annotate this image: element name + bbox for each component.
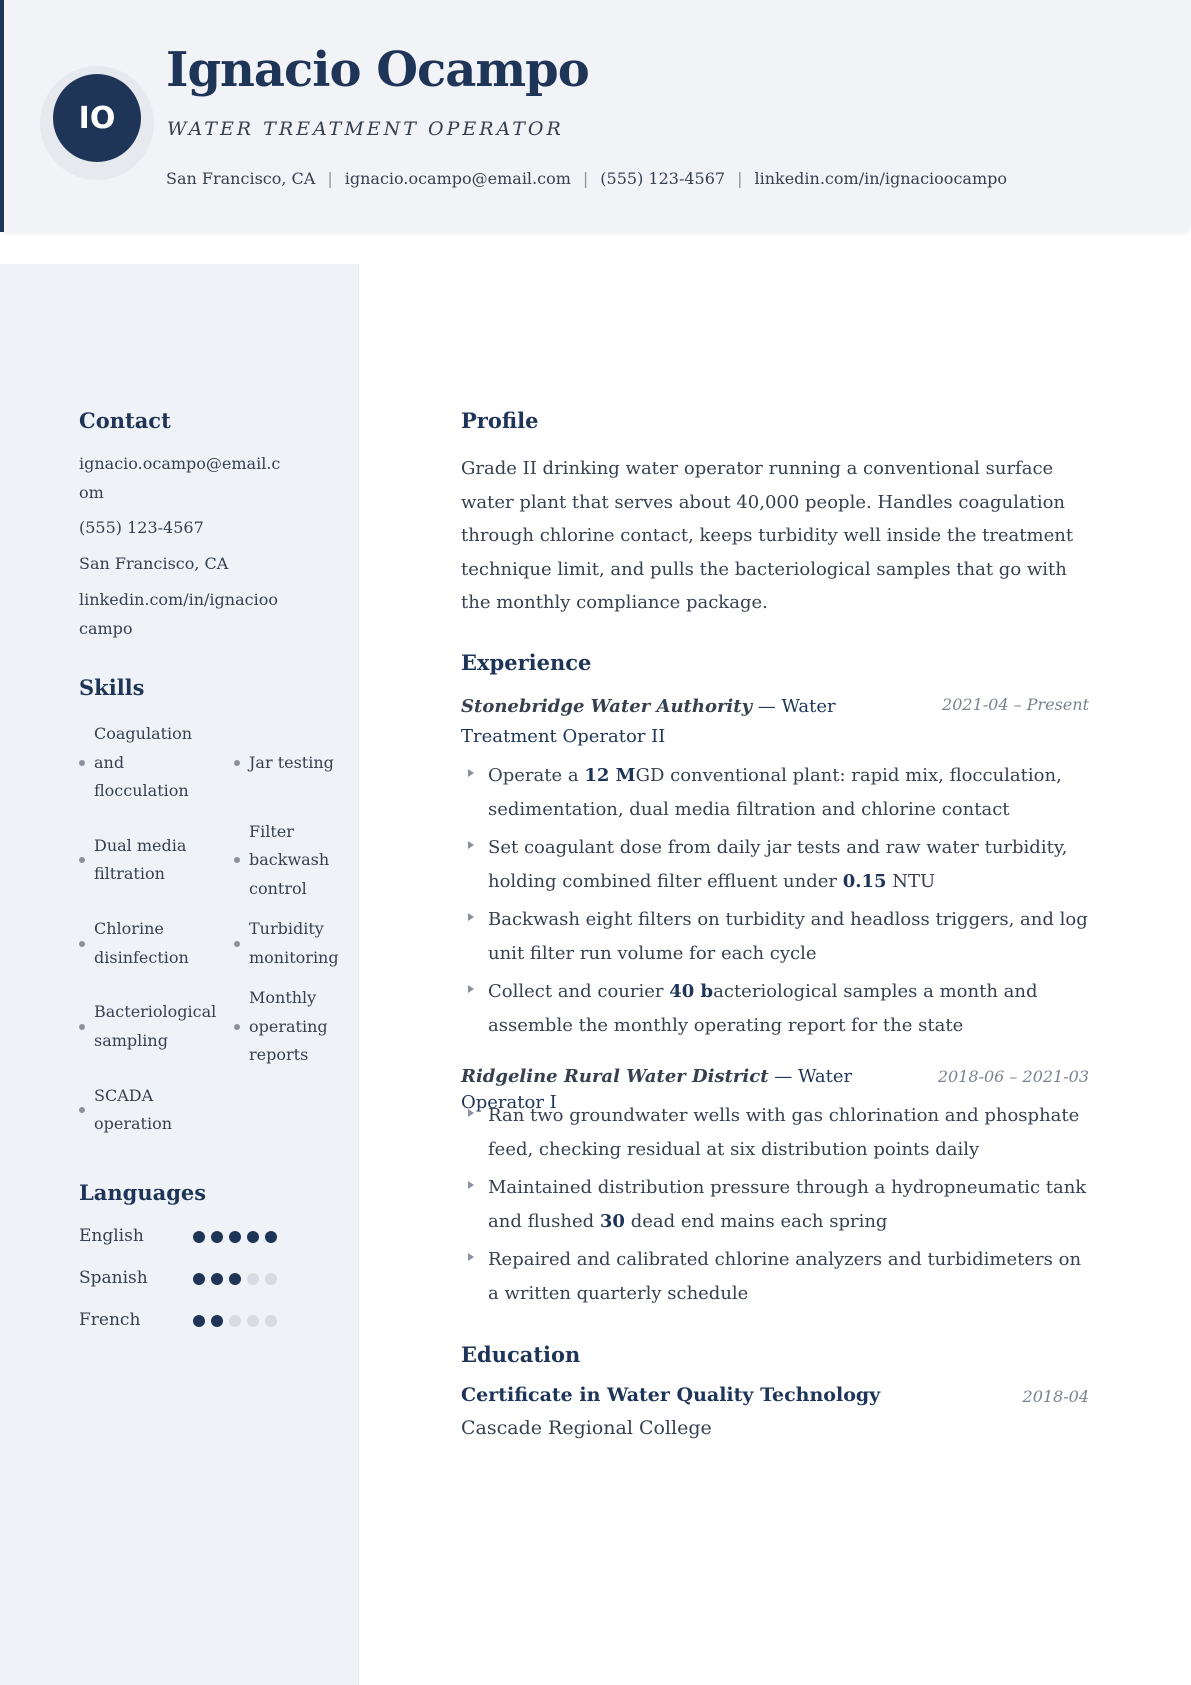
- language-level-dots: [193, 1315, 283, 1327]
- bullet-text: acteriological samples a month and assemble the monthly operating report for the state: [488, 981, 1038, 1036]
- skill-item: Coagulation and flocculation: [79, 720, 204, 806]
- bullet-highlight: 30: [599, 1210, 625, 1232]
- skills-list: [79, 720, 349, 1151]
- languages-heading: Languages: [79, 1180, 207, 1205]
- skills-heading: Skills: [79, 675, 145, 700]
- education-date: 2018-04: [1022, 1387, 1089, 1406]
- job-header: [461, 692, 1089, 752]
- bullet-text: dead end mains each spring: [624, 1210, 888, 1232]
- level-dot-filled: [211, 1315, 223, 1327]
- job-dash: —: [752, 696, 782, 717]
- job-role: Water Operator I: [461, 1066, 853, 1113]
- job-dash: —: [768, 1066, 798, 1087]
- header-accent-bar: [0, 0, 4, 232]
- skill-item: Jar testing: [234, 720, 344, 806]
- job-title: WATER TREATMENT OPERATOR: [167, 118, 564, 140]
- job-bullet: [461, 903, 1089, 970]
- skill-item: Chlorine disinfection: [79, 915, 204, 972]
- job-organization: Ridgeline Rural Water District: [461, 1066, 769, 1087]
- bullet-text: NTU: [886, 870, 936, 892]
- bullet-text: Repaired and calibrated chlorine analyzers and turbidimeters on a written quarterly schedule: [488, 1249, 1082, 1304]
- header-contact-line: [166, 169, 1007, 188]
- header-email-link[interactable]: ignacio.ocampo@email.com: [344, 169, 571, 188]
- job-bullet: [461, 831, 1089, 898]
- level-dot-filled: [193, 1315, 205, 1327]
- contact-heading: Contact: [79, 408, 171, 433]
- skill-item: Turbidity monitoring: [234, 915, 344, 972]
- candidate-name: Ignacio Ocampo: [166, 42, 589, 98]
- experience-heading: Experience: [461, 650, 592, 675]
- job-bullets: [461, 1099, 1089, 1315]
- education-heading: Education: [461, 1342, 581, 1367]
- job-dates: 2021-04 – Present: [942, 695, 1089, 714]
- level-dot-filled: [247, 1231, 259, 1243]
- language-name: English: [79, 1226, 144, 1246]
- sidebar-linkedin[interactable]: linkedin.com/in/ignacioocampo: [79, 590, 278, 638]
- profile-heading: Profile: [461, 408, 539, 433]
- separator: |: [737, 169, 743, 188]
- bullet-text: Set coagulant dose from daily jar tests and raw water turbidity, holding combined filter effluent under: [488, 837, 1068, 892]
- level-dot-empty: [247, 1273, 259, 1285]
- bullet-text: Operate a: [488, 765, 585, 786]
- level-dot-filled: [229, 1273, 241, 1285]
- skill-item: Monthly operating reports: [234, 984, 334, 1070]
- bullet-highlight: 40 b: [669, 981, 714, 1002]
- bullet-text: Backwash eight filters on turbidity and headloss triggers, and log unit filter run volume for each cycle: [488, 909, 1088, 964]
- avatar: IO: [53, 74, 141, 162]
- job-organization: Stonebridge Water Authority: [461, 696, 753, 717]
- bullet-text: Maintained distribution pressure through a hydropneumatic tank and flushed: [488, 1177, 1087, 1232]
- education-school: Cascade Regional College: [461, 1417, 712, 1439]
- language-name: Spanish: [79, 1268, 148, 1288]
- sidebar-location: San Francisco, CA: [79, 554, 229, 573]
- profile-summary: Grade II drinking water operator running a conventional surface water plant that serves about 40,000 people. Handles coagulation through chlorine contact, keeps turbidity well inside the treatment technique limit, and pulls the bacteriological samples that go with the monthly compliance package.: [461, 458, 1074, 614]
- bullet-text: Ran two groundwater wells with gas chlorination and phosphate feed, checking residual at six distribution points daily: [488, 1105, 1080, 1160]
- sidebar-phone[interactable]: (555) 123-4567: [79, 518, 204, 537]
- header-phone[interactable]: (555) 123-4567: [600, 169, 726, 188]
- bullet-text: Collect and courier: [488, 981, 670, 1002]
- header-linkedin-link[interactable]: linkedin.com/in/ignacioocampo: [754, 169, 1007, 188]
- bullet-highlight: 0.15: [842, 870, 887, 892]
- education-degree: Certificate in Water Quality Technology: [461, 1384, 881, 1406]
- skill-item: Filter backwash control: [234, 818, 319, 904]
- level-dot-empty: [265, 1315, 277, 1327]
- sidebar-email[interactable]: ignacio.ocampo@email.com: [79, 454, 281, 502]
- job-bullet: [461, 975, 1089, 1042]
- job-bullets: [461, 759, 1089, 1047]
- job-bullet: [461, 1099, 1089, 1166]
- level-dot-filled: [229, 1231, 241, 1243]
- skill-item: Dual media filtration: [79, 818, 204, 904]
- job-dates: 2018-06 – 2021-03: [937, 1067, 1089, 1086]
- separator: |: [582, 169, 589, 188]
- bullet-highlight: 12 M: [584, 765, 636, 786]
- job-role: Water Treatment Operator II: [461, 696, 836, 747]
- language-row: [79, 1268, 299, 1290]
- language-row: [79, 1226, 299, 1248]
- level-dot-filled: [265, 1231, 277, 1243]
- language-level-dots: [193, 1231, 283, 1243]
- language-name: French: [79, 1310, 141, 1330]
- resume-header: [0, 0, 1191, 232]
- level-dot-filled: [193, 1231, 205, 1243]
- job-bullet: [461, 1171, 1089, 1238]
- skill-item: Bacteriological sampling: [79, 984, 219, 1070]
- level-dot-filled: [211, 1273, 223, 1285]
- job-bullet: [461, 1243, 1089, 1310]
- level-dot-filled: [211, 1231, 223, 1243]
- separator: |: [327, 169, 333, 188]
- header-location: San Francisco, CA: [166, 169, 316, 188]
- bullet-text: GD conventional plant: rapid mix, flocculation, sedimentation, dual media filtration and chlorine contact: [488, 765, 1062, 820]
- level-dot-empty: [265, 1273, 277, 1285]
- level-dot-filled: [193, 1273, 205, 1285]
- level-dot-empty: [229, 1315, 241, 1327]
- job-bullet: [461, 759, 1089, 826]
- level-dot-empty: [247, 1315, 259, 1327]
- language-row: [79, 1310, 299, 1332]
- language-level-dots: [193, 1273, 283, 1285]
- skill-item: SCADA operation: [79, 1082, 204, 1139]
- job-title-line: [461, 692, 921, 752]
